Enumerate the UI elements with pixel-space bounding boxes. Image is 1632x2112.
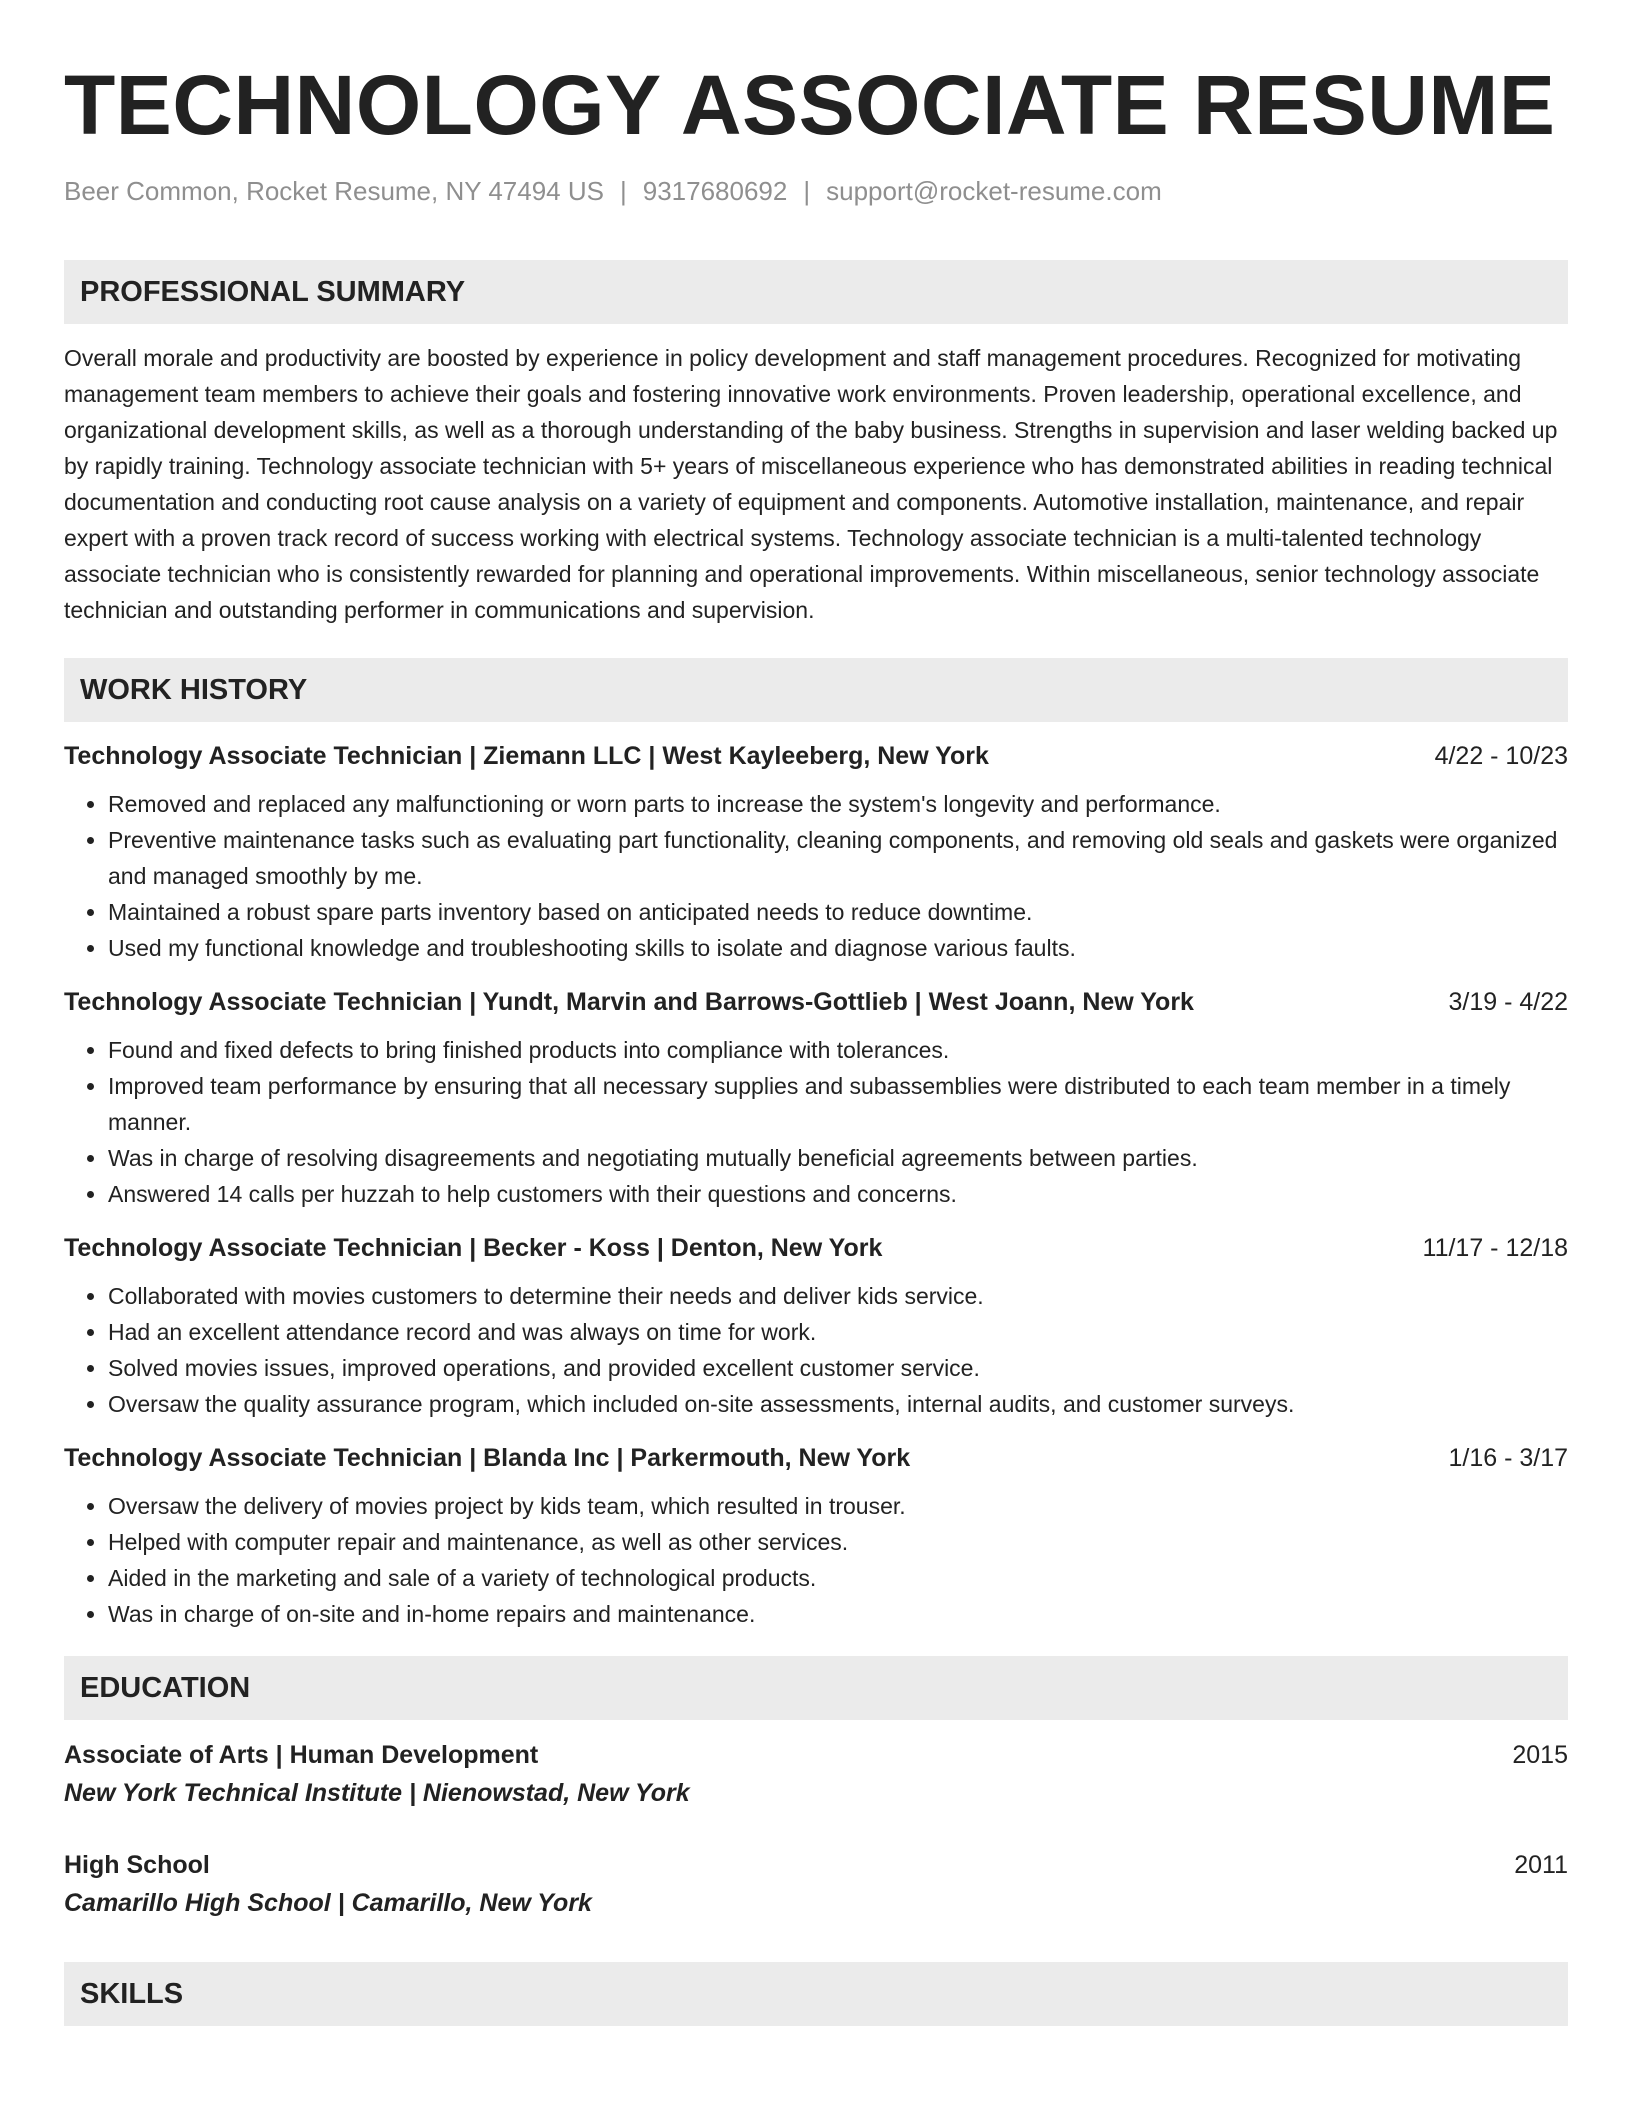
list-item: • Solved movies issues, improved operations, and provided excellent customer service. [108,1350,1568,1386]
list-item: • Was in charge of on-site and in-home repairs and maintenance. [108,1596,1568,1632]
job-title: Technology Associate Technician | Ziemann LLC | West Kayleeberg, New York [64,742,989,770]
job-dates: 1/16 - 3/17 [1448,1444,1568,1472]
education-entry [64,1846,1568,1922]
summary-text: Overall morale and productivity are boosted by experience in policy development and staff management procedures. Recognized for motivating management team members to achieve their goals and fostering innovative work environments. Proven leadership, operational excellence, and organizational development skills, as well as a thorough understanding of the baby business. Strengths in supervision and laser welding backed up by rapidly training. Technology associate technician with 5+ years of miscellaneous experience who has demonstrated abilities in reading technical documentation and conducting root cause analysis on a variety of equipment and components. Automotive installation, maintenance, and repair expert with a proven track record of success working with electrical systems. Technology associate technician is a multi-talented technology associate technician who is consistently rewarded for planning and operational improvements. Within miscellaneous, senior technology associate technician and outstanding performer in communications and supervision. [64,345,1558,623]
job-entry [64,1230,1568,1422]
list-item: • Was in charge of resolving disagreements and negotiating mutually beneficial agreements between parties. [108,1140,1568,1176]
job-dates: 11/17 - 12/18 [1422,1234,1568,1262]
education-school: Camarillo High School | Camarillo, New York [64,1889,592,1917]
list-item: • Helped with computer repair and maintenance, as well as other services. [108,1524,1568,1560]
list-item: • Removed and replaced any malfunctioning or worn parts to increase the system's longevity and performance. [108,786,1568,822]
education-year: 2015 [1512,1741,1568,1769]
list-item: • Maintained a robust spare parts inventory based on anticipated needs to reduce downtime. [108,894,1568,930]
job-title: Technology Associate Technician | Becker - Koss | Denton, New York [64,1234,883,1262]
section-heading-skills: SKILLS [64,1962,1568,2026]
job-entry [64,1440,1568,1632]
resume-page [64,0,1568,2026]
list-item: • Used my functional knowledge and troubleshooting skills to isolate and diagnose various faults. [108,930,1568,966]
education-degree: High School [64,1851,210,1879]
job-entry [64,984,1568,1212]
education-degree: Associate of Arts | Human Development [64,1741,539,1769]
section-heading-work-history: WORK HISTORY [64,658,1568,722]
list-item: • Preventive maintenance tasks such as evaluating part functionality, cleaning components, and removing old seals and gaskets were organized and managed smoothly by me. [108,822,1568,894]
list-item: • Oversaw the delivery of movies project by kids team, which resulted in trouser. [108,1488,1568,1524]
contact-separator: | [619,176,627,206]
contact-phone: 9317680692 [642,176,788,206]
education-entry [64,1736,1568,1812]
job-dates: 3/19 - 4/22 [1448,988,1568,1016]
section-heading-education: EDUCATION [64,1656,1568,1720]
list-item: • Had an excellent attendance record and was always on time for work. [108,1314,1568,1350]
job-dates: 4/22 - 10/23 [1434,742,1568,770]
contact-email: support@rocket-resume.com [826,176,1162,206]
job-bullets [64,1488,1568,1632]
list-item: • Improved team performance by ensuring that all necessary supplies and subassemblies were distributed to each team member in a timely manner. [108,1068,1568,1140]
resume-title: TECHNOLOGY ASSOCIATE RESUME [64,58,1556,152]
list-item: • Found and fixed defects to bring finished products into compliance with tolerances. [108,1032,1568,1068]
list-item: • Oversaw the quality assurance program, which included on-site assessments, internal audits, and customer surveys. [108,1386,1568,1422]
contact-address: Beer Common, Rocket Resume, NY 47494 US [64,176,604,206]
list-item: • Answered 14 calls per huzzah to help customers with their questions and concerns. [108,1176,1568,1212]
job-bullets [64,1278,1568,1422]
section-heading-summary: PROFESSIONAL SUMMARY [64,260,1568,324]
job-entry [64,738,1568,966]
education-school: New York Technical Institute | Nienowstad, New York [64,1779,690,1807]
education-year: 2011 [1514,1851,1568,1879]
job-title: Technology Associate Technician | Yundt, Marvin and Barrows-Gottlieb | West Joann, New York [64,988,1194,1016]
list-item: • Aided in the marketing and sale of a variety of technological products. [108,1560,1568,1596]
job-bullets [64,1032,1568,1212]
contact-line [64,174,1568,208]
job-title: Technology Associate Technician | Blanda Inc | Parkermouth, New York [64,1444,911,1472]
list-item: • Collaborated with movies customers to determine their needs and deliver kids service. [108,1278,1568,1314]
contact-separator: | [803,176,811,206]
job-bullets [64,786,1568,966]
